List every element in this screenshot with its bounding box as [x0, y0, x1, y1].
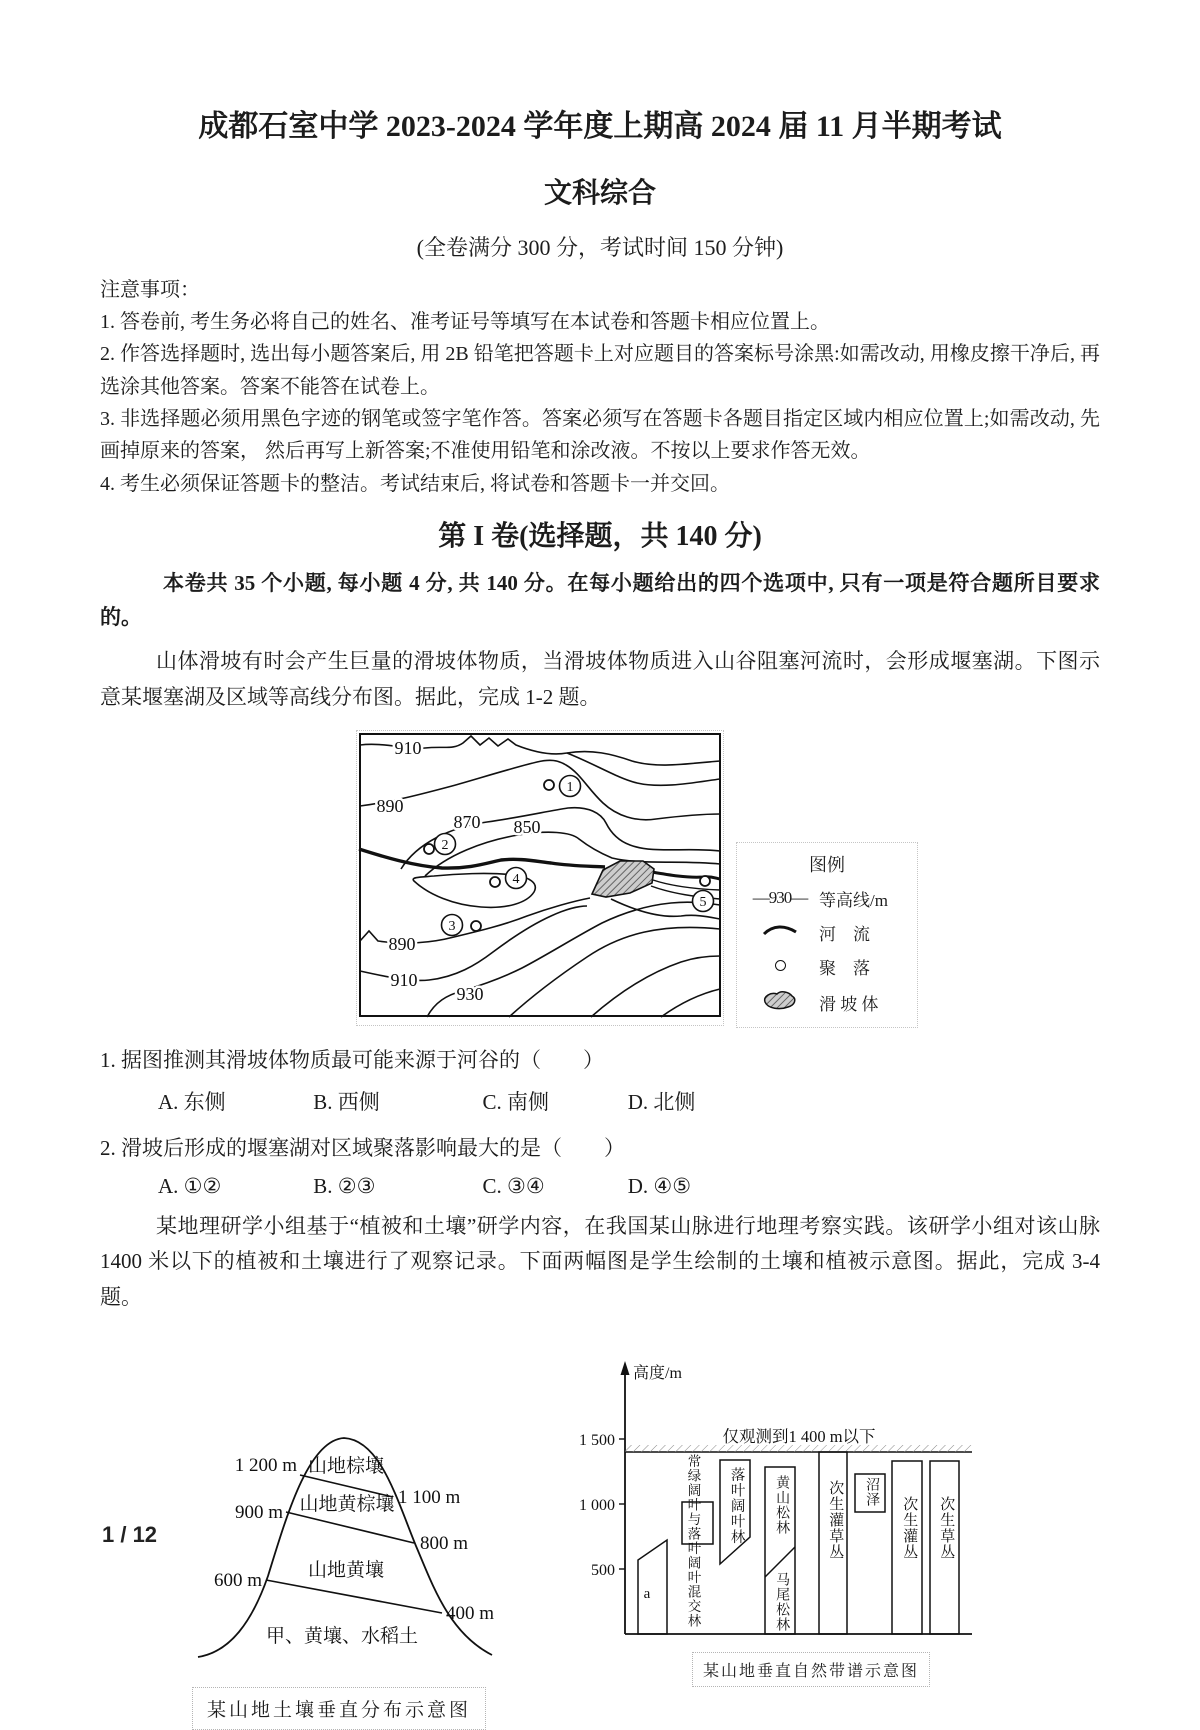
vegetation-chart [547, 1334, 1092, 1644]
label-890-top: 890 [376, 795, 404, 816]
notice-item-4: 4. 考生必须保证答题卡的整洁。考试结束后, 将试卷和答题卡一并交回。 [100, 472, 730, 495]
label-870: 870 [453, 811, 481, 832]
label-910-bottom: 910 [390, 969, 418, 990]
q2-option-a: A. ①② [158, 1173, 222, 1198]
tick-label-1500: 1 500 [579, 1431, 615, 1449]
alt-800: 800 m [420, 1532, 469, 1554]
passage-2: 某地理研学小组基于“植被和土壤”研学内容，在我国某山脉进行地理考察实践。该研学小组对该山脉 1400 米以下的植被和土壤进行了观察记录。下面两幅图是学生绘制的土壤和植被示意图。据此，完成 3-4 题。 [100, 1213, 1100, 1310]
observation-note: 仅观测到1 400 m以下 [722, 1426, 876, 1446]
zone-yellow: 山地黄壤 [307, 1559, 385, 1581]
label-huangshan-pine: 黄山松林 [774, 1474, 790, 1535]
alt-400: 400 m [446, 1602, 495, 1624]
vegetation-figure-caption: 某山地垂直自然带谱示意图 [692, 1652, 930, 1687]
contour-map-svg [359, 733, 721, 1018]
label-850: 850 [513, 816, 541, 837]
notice-item-2: 2. 作答选择题时, 选出每小题答案后, 用 2B 铅笔把答题卡上对应题目的答案标号涂黑:如需改动, 用橡皮擦干净后, 再选涂其他答案。答案不能答在试卷上。 [100, 343, 1100, 398]
site-num-3: 3 [448, 918, 456, 934]
q2-option-b: B. ②③ [313, 1173, 376, 1198]
q1-option-a: A. 东侧 [158, 1089, 226, 1114]
alt-1200: 1 200 m [234, 1454, 297, 1476]
question-2-options [100, 1174, 1100, 1199]
alt-1100: 1 100 m [398, 1486, 461, 1508]
contour-symbol: —930— [752, 888, 808, 908]
vegetation-figure [547, 1334, 1092, 1687]
exam-subject: 文科综合 [543, 177, 656, 209]
settlement-dot-3 [471, 921, 481, 931]
legend-settlement-label: 聚 落 [819, 958, 870, 978]
exam-info: (全卷满分 300 分，考试时间 150 分钟) [416, 234, 784, 260]
q1-option-b: B. 西侧 [313, 1089, 380, 1114]
notice-item-1: 1. 答卷前, 考生务必将自己的姓名、准考证号等填写在本试卷和答题卡相应位置上。 [100, 310, 830, 333]
river-icon [747, 922, 813, 942]
section1-heading: 第 I 卷(选择题，共 140 分) [438, 521, 762, 553]
landslide-icon [747, 988, 813, 1017]
notice-heading: 注意事项： [100, 278, 200, 301]
label-shrub: 次生灌丛 [901, 1495, 918, 1560]
legend-row-river [747, 920, 907, 945]
zone-line-3 [266, 1580, 442, 1613]
label-marsh: 沼泽 [864, 1476, 880, 1507]
zone-paddy: 甲、黄壤、水稻土 [265, 1625, 419, 1647]
q1-option-d: D. 北侧 [627, 1089, 696, 1114]
section1-intro: 本卷共 35 个小题, 每小题 4 分, 共 140 分。在每小题给出的四个选项中, 只有一项是符合题所目要求的。 [100, 571, 1100, 630]
site-num-1: 1 [566, 779, 574, 795]
zone-brown: 山地棕壤 [307, 1455, 385, 1477]
site-num-4: 4 [512, 871, 520, 887]
alt-900: 900 m [234, 1501, 283, 1523]
tick-label-1000: 1 000 [579, 1496, 615, 1514]
axis-arrow [621, 1361, 630, 1375]
page-number: 1 / 12 [102, 1522, 158, 1547]
label-grass: 次生草丛 [938, 1495, 955, 1560]
legend-landslide-label: 滑 坡 体 [819, 994, 879, 1014]
legend-row-landslide [747, 988, 907, 1017]
zone-line-2 [286, 1512, 414, 1543]
settlement-dot-4 [490, 877, 500, 887]
soil-figure-svg [140, 1334, 502, 1672]
contour-map [356, 730, 724, 1026]
label-masson-pine: 马尾松林 [774, 1571, 790, 1632]
soil-figure-caption: 某山地土壤垂直分布示意图 [192, 1687, 486, 1730]
alt-600: 600 m [213, 1569, 262, 1591]
tick-label-500: 500 [591, 1561, 615, 1579]
settlement-dot-1 [544, 780, 554, 790]
label-910-top: 910 [394, 737, 422, 758]
notice-section [100, 274, 1100, 501]
question-1-options [100, 1086, 1100, 1116]
y-axis-label: 高度/m [633, 1364, 682, 1382]
question-1: 1. 据图推测其滑坡体物质最可能来源于河谷的（ ） [100, 1047, 604, 1072]
question-2: 2. 滑坡后形成的堰塞湖对区域聚落影响最大的是（ ） [100, 1135, 625, 1160]
notice-item-3: 3. 非选择题必须用黑色字迹的钢笔或签字笔作答。答案必须写在答题卡各题目指定区域内相应位置上;如需改动, 先画掉原来的答案， 然后再写上新答案;不准使用铅笔和涂改液。不按以上要求作答无效。 [100, 408, 1100, 463]
zone-yellowbrown: 山地黄棕壤 [299, 1493, 395, 1515]
label-shrubgrass: 次生灌草丛 [827, 1479, 844, 1560]
legend-row-settlement [747, 954, 907, 979]
label-deciduous: 落叶阔叶林 [728, 1466, 745, 1545]
legend-contour-label: 等高线/m [819, 890, 888, 910]
label-mixed-forest: 常绿阔叶与落叶阔叶混交林 [685, 1453, 701, 1628]
label-890-bottom: 890 [388, 933, 416, 954]
q2-option-d: D. ④⑤ [627, 1173, 692, 1198]
passage-1: 山体滑坡有时会产生巨量的滑坡体物质，当滑坡体物质进入山谷阻塞河流时，会形成堰塞湖。下图示意某堰塞湖及区域等高线分布图。据此，完成 1-2 题。 [100, 649, 1100, 709]
legend-river-label: 河 流 [819, 924, 870, 944]
site-num-5: 5 [699, 894, 707, 910]
column-a [638, 1540, 667, 1634]
vegetation-svg [547, 1334, 1092, 1644]
legend-title: 图例 [809, 854, 845, 875]
label-930-bottom: 930 [456, 983, 484, 1004]
map-legend [736, 842, 918, 1028]
q2-option-c: C. ③④ [482, 1173, 545, 1198]
soil-veg-figures [100, 1334, 1100, 1730]
q1-option-c: C. 南侧 [482, 1089, 550, 1114]
altitude-labels [214, 1455, 494, 1624]
contour-figure [356, 730, 1100, 1028]
legend-row-contour [747, 886, 907, 911]
soil-figure [140, 1334, 502, 1730]
site-num-2: 2 [441, 837, 449, 853]
hatch-strip-1400 [625, 1445, 972, 1452]
settlement-icon [747, 956, 813, 976]
settlement-dot-2 [424, 844, 434, 854]
soil-zone-labels [266, 1455, 418, 1647]
label-a: a [643, 1585, 651, 1602]
settlement-dot-5 [700, 876, 710, 886]
exam-title: 成都石室中学 2023-2024 学年度上期高 2024 届 11 月半期考试 [198, 110, 1002, 143]
